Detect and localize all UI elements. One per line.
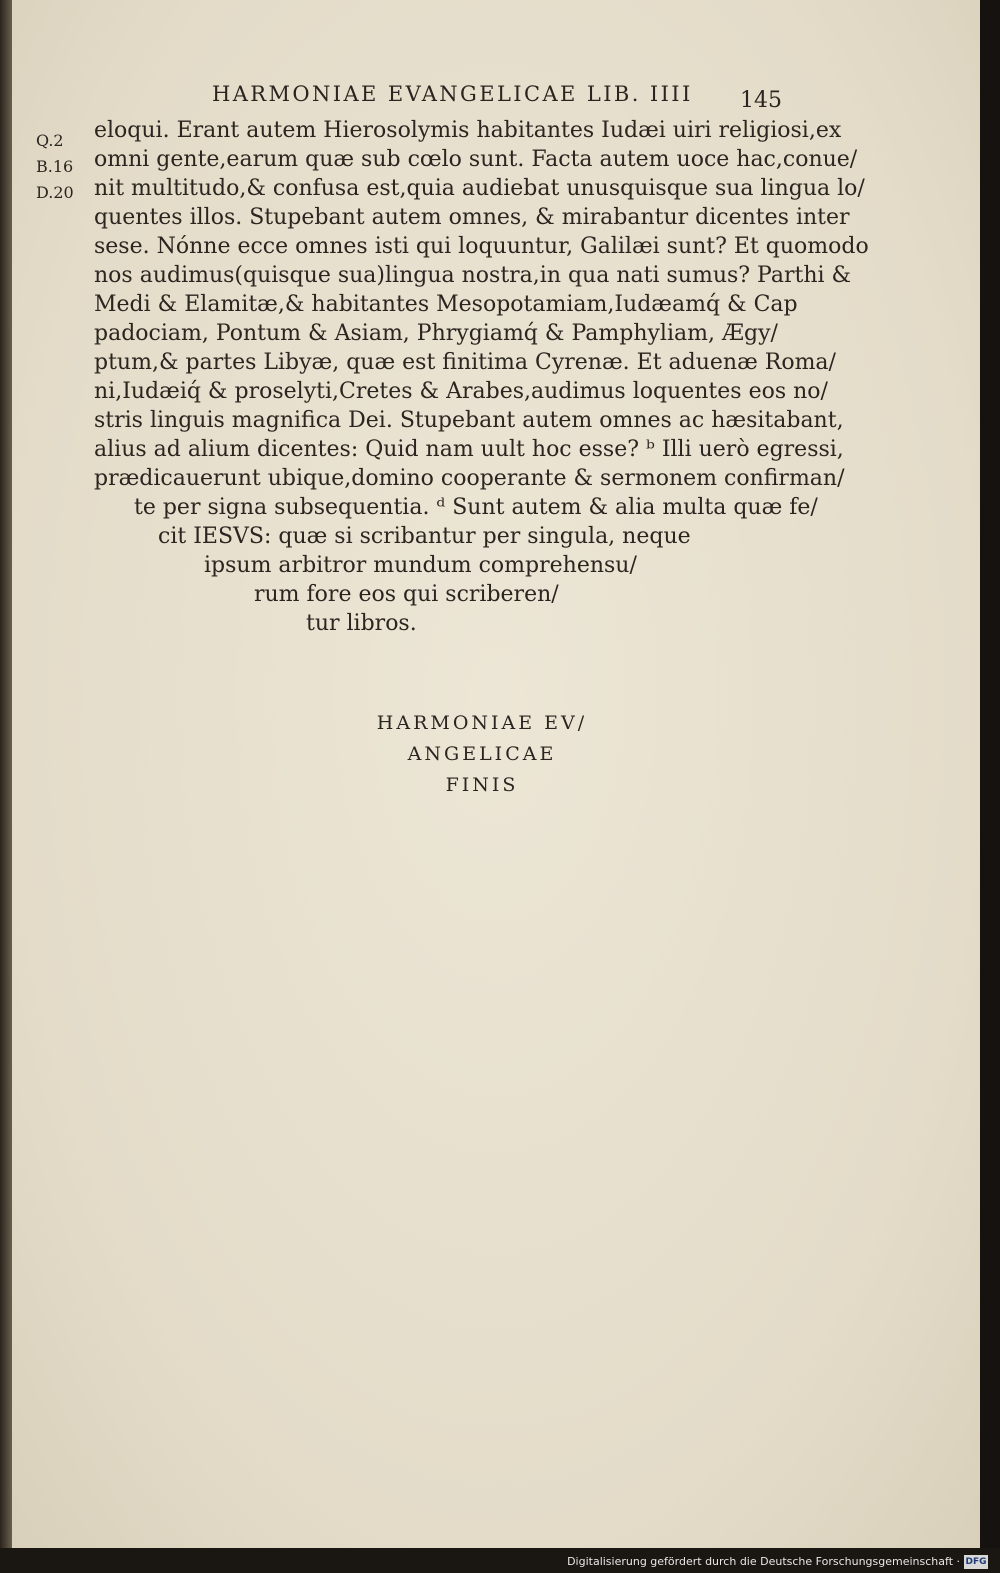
text-line: tur libros. xyxy=(306,611,417,636)
text-line: padociam, Pontum & Asiam, Phrygiamq́ & Pamphyliam, Ægy/ xyxy=(94,321,778,346)
colophon xyxy=(212,708,752,801)
body-text xyxy=(94,116,869,638)
page-number: 145 xyxy=(740,88,782,113)
text-line: prædicauerunt ubique,domino cooperante & sermonem confirman/ xyxy=(94,466,845,491)
text-line: alius ad alium dicentes: Quid nam uult hoc esse? ᵇ Illi uerò egressi, xyxy=(94,437,844,462)
running-title: HARMONIAE EVANGELICAE LIB. IIII xyxy=(212,82,693,106)
colophon-line: ANGELICAE xyxy=(407,743,557,765)
text-line: ipsum arbitror mundum comprehensu/ xyxy=(204,553,637,578)
page-edge-shadow xyxy=(980,0,1000,1548)
margin-note: D.20 xyxy=(36,183,74,202)
colophon-line: FINIS xyxy=(445,774,519,796)
funding-notice: Digitalisierung gefördert durch die Deutsche Forschungsgemeinschaft · xyxy=(567,1555,960,1568)
margin-note: B.16 xyxy=(36,157,74,176)
colophon-line: HARMONIAE EV/ xyxy=(376,712,588,734)
text-line: sese. Nónne ecce omnes isti qui loquuntur, Galilæi sunt? Et quomodo xyxy=(94,234,869,259)
text-line: ptum,& partes Libyæ, quæ est finitima Cyrenæ. Et aduenæ Roma/ xyxy=(94,350,836,375)
text-line: eloqui. Erant autem Hierosolymis habitantes Iudæi uiri religiosi,ex xyxy=(94,118,842,143)
footer-bar xyxy=(0,1552,1000,1573)
text-line: omni gente,earum quæ sub cœlo sunt. Facta autem uoce hac,conue/ xyxy=(94,147,858,172)
text-line: ni,Iudæiq́ & proselyti,Cretes & Arabes,audimus loquentes eos no/ xyxy=(94,379,828,404)
dfg-logo: DFG xyxy=(965,1557,987,1567)
margin-note: Q.2 xyxy=(36,131,64,150)
text-line: te per signa subsequentia. ᵈ Sunt autem & alia multa quæ fe/ xyxy=(134,495,818,520)
text-line: rum fore eos qui scriberen/ xyxy=(254,582,559,607)
book-spine xyxy=(0,0,12,1548)
book-page xyxy=(12,0,980,1548)
text-line: quentes illos. Stupebant autem omnes, & mirabantur dicentes inter xyxy=(94,205,850,230)
margin-notes xyxy=(36,128,96,206)
text-line: cit IESVS: quæ si scribantur per singula, neque xyxy=(158,524,691,549)
text-line: nit multitudo,& confusa est,quia audiebat unusquisque sua lingua lo/ xyxy=(94,176,865,201)
text-line: Medi & Elamitæ,& habitantes Mesopotamiam,Iudæamq́ & Cap xyxy=(94,292,798,317)
text-line: nos audimus(quisque sua)lingua nostra,in qua nati sumus? Parthi & xyxy=(94,263,852,288)
text-line: stris linguis magnifica Dei. Stupebant autem omnes ac hæsitabant, xyxy=(94,408,844,433)
